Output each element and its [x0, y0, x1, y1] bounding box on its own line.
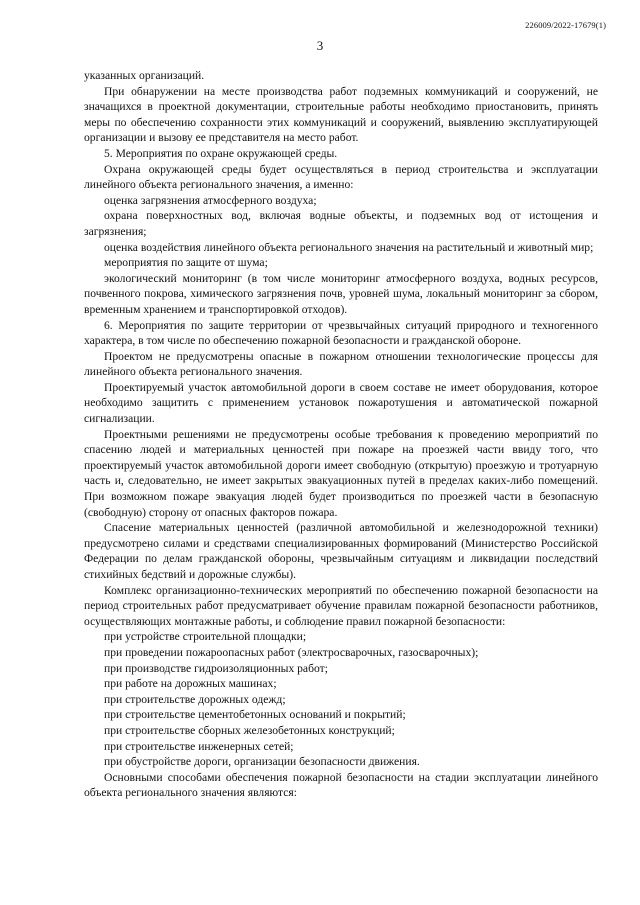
paragraph: Комплекс организационно-технических мероприятий по обеспечению пожарной безопасности на период строительных работ предусматривает обучение правилам пожарной безопасности работников, осуществляющих монтажные работы, и соблюдение правил пожарной безопасности:	[84, 583, 598, 628]
paragraph: Проектируемый участок автомобильной дороги в своем составе не имеет оборудования, которое необходимо защитить с применением установок пожаротушения и автоматической пожарной сигнализации.	[84, 380, 598, 426]
list-item: при проведении пожароопасных работ (электросварочных, газосварочных);	[104, 645, 479, 659]
list-item: при работе на дорожных машинах;	[104, 677, 277, 691]
paragraph: Спасение материальных ценностей (различной автомобильной и железнодорожной техники) предусмотрено силами и средствами специализированных формирований (Министерство Российской Федерации по делам гражданской обороны, чрезвычайным ситуациям и ликвидации последствий стихийных бедствий и дорожные службы).	[84, 521, 598, 581]
paragraph: оценка загрязнения атмосферного воздуха;	[104, 193, 317, 207]
paragraph: Проектными решениями не предусмотрены особые требования к проведению мероприятий по спасению людей и материальных ценностей при пожаре на проезжей части ввиду того, что проектируемый участок автомобильной дороги имеет свободную (открытую) проезжую и тротуарную часть и, следовательно, не имеет закрытых эвакуационных путей в пределах каких-либо помещений. При возможном пожаре эвакуация людей будет производиться по проезжей части в безопасную (свободную) сторону от опасных факторов пожара.	[84, 427, 598, 519]
paragraph: оценка воздействия линейного объекта регионального значения на растительный и животный мир;	[104, 240, 594, 254]
list-item: при устройстве строительной площадки;	[104, 630, 307, 644]
page-number: 3	[316, 38, 324, 53]
paragraph: мероприятия по защите от шума;	[104, 256, 268, 270]
paragraph: указанных организаций.	[84, 69, 205, 82]
section-heading: 6. Мероприятия по защите территории от чрезвычайных ситуаций природного и техногенного характера, в том числе по обеспечению пожарной безопасности и гражданской обороне.	[84, 318, 598, 348]
paragraph: Основными способами обеспечения пожарной безопасности на стадии эксплуатации линейного объекта регионального значения являются:	[84, 770, 598, 800]
document-body	[84, 68, 598, 801]
list-item: при строительстве дорожных одежд;	[104, 692, 286, 706]
list-item: при обустройстве дороги, организации безопасности движения.	[104, 755, 420, 769]
list-item: при строительстве инженерных сетей;	[104, 739, 294, 753]
section-heading: 5. Мероприятия по охране окружающей среды.	[104, 146, 338, 160]
paragraph: Охрана окружающей среды будет осуществляться в период строительства и эксплуатации линейного объекта регионального значения, а именно:	[84, 162, 598, 192]
paragraph: При обнаружении на месте производства работ подземных коммуникаций и сооружений, не значащихся в проектной документации, строительные работы необходимо приостановить, принять меры по обеспечению сохранности этих коммуникаций и сооружений, выявлению эксплуатирующей организации и вызову ее представителя на место работ.	[84, 84, 598, 145]
paragraph: Проектом не предусмотрены опасные в пожарном отношении технологические процессы для линейного объекта регионального значения.	[84, 349, 598, 379]
list-item: при строительстве цементобетонных оснований и покрытий;	[104, 708, 406, 722]
list-item: при строительстве сборных железобетонных конструкций;	[104, 723, 395, 737]
paragraph: экологический мониторинг (в том числе мониторинг атмосферного воздуха, водных ресурсов, почвенного покрова, химического загрязнения почв, уровней шума, локальный мониторинг за сбором, временным хранением и транспортировкой отходов).	[84, 271, 598, 316]
paragraph: охрана поверхностных вод, включая водные объекты, и подземных вод от истощения и загрязнения;	[84, 209, 598, 238]
list-item: при производстве гидроизоляционных работ;	[104, 661, 328, 675]
document-number: 226009/2022-17679(1)	[525, 20, 606, 30]
